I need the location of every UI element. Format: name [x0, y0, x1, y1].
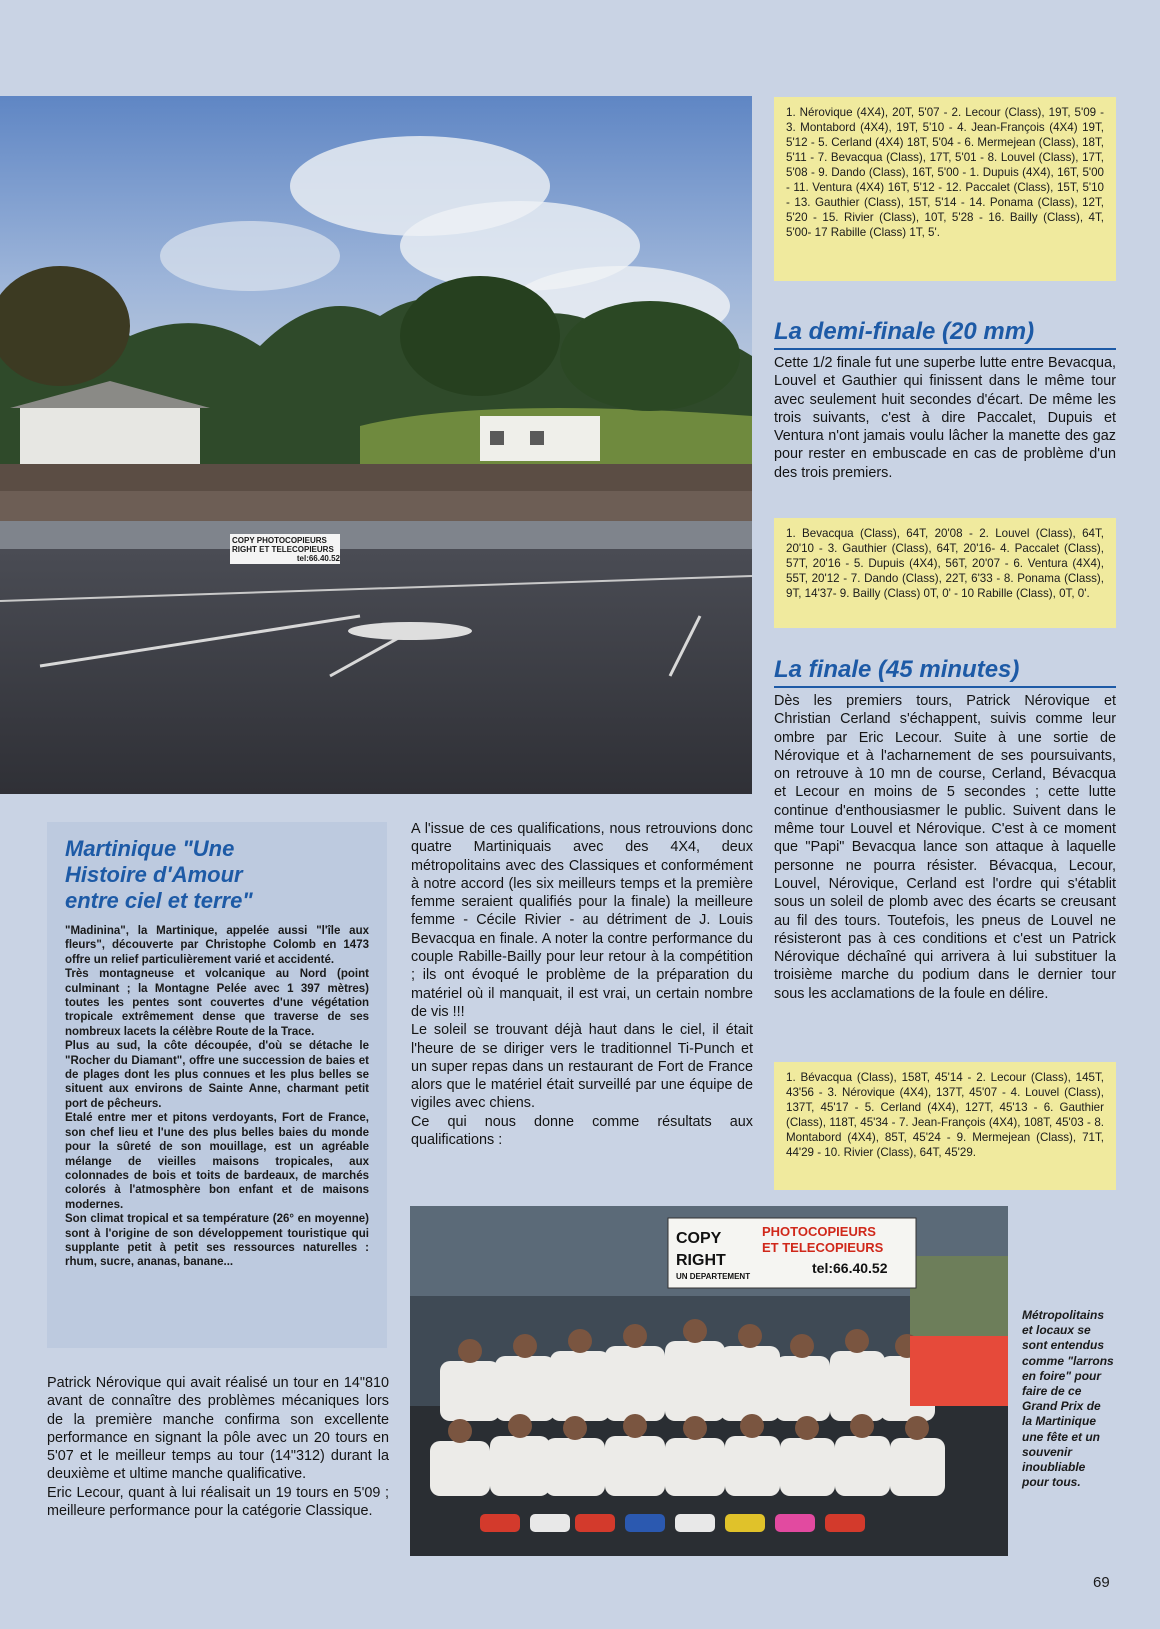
demi-finale-title: La demi-finale (20 mm) [774, 318, 1035, 345]
demi-finale-rule [774, 348, 1116, 350]
middle-column-paragraph: A l'issue de ces qualifications, nous retrouvions donc quatre Martiniquais avec des 4X4, deux métropolitains avec des Classiques et conformément à notre accord (les six meilleurs temps et la première femme seraient qualifiés pour la finale) la meilleure femme - Cécile Rivier - au détriment de J. Louis Bevacqua en finale. A noter la contre performance du couple Rabille-Bailly pour leur retour à la compétition ; ils ont évoqué le problème de la préparation du matériel où il manquait, il est vrai, un certain nombre de vis !!! Le soleil se trouvant déjà haut dans le ciel, il était l'heure de se diriger vers le traditionnel Ti-Punch et un super repas dans un restaurant de Fort de France alors que le matériel était surveillé par une équipe de vigiles avec chiens. Ce qui nous donne comme résultats aux qualifications : [411, 821, 753, 1149]
finale-rule [774, 686, 1116, 688]
group-banner [672, 1220, 914, 1286]
demi-results-text: 1. Bevacqua (Class), 64T, 20'08 - 2. Louvel (Class), 64T, 20'10 - 3. Gauthier (Class), 64T, 20'16- 4. Paccalet (Class), 57T, 20'16 - 5. Dupuis (4X4), 56T, 20'07 - 6. Ventura (4X4), 55T, 20'12 - 7. Dando (Class), 22T, 6'33 - 8. Ponama (Class), 9T, 14'37- 9. Bailly (Class) 0T, 0' - 10 Rabille (Class), 0T, 0'. [786, 527, 1104, 600]
demi-finale-text: Cette 1/2 finale fut une superbe lutte entre Bevacqua, Louvel et Gauthier qui finissent dans le même tour avec seulement huit secondes d'écart. De même les trois suivants, c'est à dire Paccalet, Dupuis et Ventura n'ont jamais voulu lâcher la manette des gaz pour rester en embuscade en cas de problème d'un des trois premiers. [774, 355, 1116, 481]
track-banner-phone: tel:66.40.52 [296, 554, 340, 563]
group-photo [410, 1206, 1008, 1556]
qualif-results-box [774, 97, 1116, 281]
sidebar-text: "Madinina", la Martinique, appelée aussi "l'île aux fleurs", découverte par Christophe Colomb en 1473 offre un relief particulièrement varié et accidenté. Très montagneuse et volcanique au Nord (point culminant ; la Montagne Pelée avec 1 397 mètres) toutes les pentes sont couvertes d'une végétation tropicale extrêmement dense que traverse de ses nombreux lacets la célèbre Route de la Trace. Plus au sud, la côte découpée, d'où se détache le "Rocher du Diamant", offre une succession de baies et de plages dont les plus connues et les plus belles se situent aux environs de Sainte Anne, charmant petit port de pêcheurs. Etalé entre mer et pitons verdoyants, Fort de France, son chef lieu et l'une des plus belles baies du monde pour la sûreté de son mouillage, est un agréable mélange de vieilles maisons tropicales, aux colonnades de bois et toits de bardeaux, de marchés colorés à l'atmosphère bon enfant et de maisons modernes. Son climat tropical et sa température (26° en moyenne) sont à l'origine de son développement touristique qui supplante petit à petit ses ressources naturelles : rhum, sucre, ananas, banane... [65, 925, 369, 1269]
finale-title: La finale (45 minutes) [774, 656, 1020, 683]
group-banner-line2: ET TELECOPIEURS [762, 1240, 884, 1255]
qualif-results-text: 1. Nérovique (4X4), 20T, 5'07 - 2. Lecour (Class), 19T, 5'09 - 3. Montabord (4X4), 19T, 5'10 - 4. Jean-François (4X4) 19T, 5'12 - 5. Cerland (4X4) 18T, 5'04 - 6. Mermejean (Class), 18T, 5'11 - 7. Bevacqua (Class), 17T, 5'01 - 8. Louvel (Class), 17T, 5'08 - 9. Dando (Class), 16T, 5'00 - 1. Dupuis (4X4), 16T, 5'00 - 11. Ventura (4X4) 16T, 5'12 - 12. Paccalet (Class), 15T, 5'10 - 13. Gauthier (Class), 15T, 5'14 - 14. Ponama (Class), 12T, 5'20 - 15. Rivier (Class), 10T, 5'28 - 16. Bailly (Class), 4T, 5'00- 17 Rabille (Class) 1T, 5'. [786, 106, 1104, 239]
demi-results-box [774, 518, 1116, 628]
page-number: 69 [1093, 1574, 1110, 1591]
group-banner-phone: tel:66.40.52 [812, 1260, 888, 1276]
left-column-text [47, 1374, 389, 1520]
track-banner-line2: RIGHT ET TELECOPIEURS [232, 545, 334, 554]
group-banner-line1: PHOTOCOPIEURS [762, 1224, 876, 1239]
sidebar-title-line1: Martinique "Une [65, 836, 235, 861]
sidebar-title-line2: Histoire d'Amour [65, 862, 243, 887]
photo-caption-text: Métropolitains et locaux se sont entendus comme "larrons en foire" pour faire de ce Grand Prix de la Martinique une fête et un souvenir inoubliable pour tous. [1022, 1308, 1114, 1490]
group-banner-copy: COPY [676, 1230, 722, 1247]
finale-results-box [774, 1062, 1116, 1190]
track-photo [0, 96, 752, 794]
middle-column-text [411, 820, 753, 1149]
demi-finale-section [774, 318, 1116, 482]
group-banner-dept: UN DEPARTEMENT [676, 1272, 751, 1281]
sidebar-title [65, 836, 369, 914]
finale-section [774, 656, 1116, 1003]
track-banner [232, 536, 340, 563]
sidebar-title-line3: entre ciel et terre" [65, 888, 253, 913]
track-banner-line1: COPY PHOTOCOPIEURS [232, 536, 327, 545]
track-photo-drawing [0, 96, 752, 794]
finale-text: Dès les premiers tours, Patrick Nérovique et Christian Cerland s'échappent, suivis comme leur ombre par Eric Lecour. Suite à une sortie de Nérovique et à l'acharnement de ses poursuivants, on retrouve à 10 mn de course, Cerland, Bévacqua et Lecour en moins de 5 secondes ; cette lutte continue d'enthousiasmer le public. Suivent dans le même tour Louvel et Nérovique. C'est à ce moment que "Papi" Bevacqua lance son attaque à laquelle personne ne pourra résister. Bévacqua, Lecour, Louvel, Nérovique, Cerland est l'ordre qui s'établit sous un soleil de plomb avec des écarts se creusant au fil des tours. Toutefois, les pneus de Louvel ne résisteront pas à ces conditions et c'est un Patrick Nérovique déchaîné qui arrivera à lui substituer la troisième marche du podium dans le dernier tour sous les acclamations de la foule en délire. [774, 693, 1116, 1002]
photo-caption [1022, 1308, 1114, 1490]
left-column-paragraph: Patrick Nérovique qui avait réalisé un tour en 14"810 avant de connaître des problèmes mécaniques lors de la première manche confirma son excellente performance en signant la pôle avec un 20 tours en 5'07 et le meilleur temps au tour (14"312) durant la deuxième et ultime manche qualificative. Eric Lecour, quant à lui réalisait un 19 tours en 5'09 ; meilleure performance pour la catégorie Classique. [47, 1375, 389, 1520]
finale-results-text: 1. Bévacqua (Class), 158T, 45'14 - 2. Lecour (Class), 145T, 43'56 - 3. Nérovique (4X4), 137T, 45'07 - 4. Louvel (Class), 137T, 45'17 - 5. Cerland (4X4), 127T, 45'13 - 6. Gauthier (Class), 118T, 45'34 - 7. Jean-François (4X4), 108T, 45'03 - 8. Montabord (4X4), 85T, 45'24 - 9. Mermejean (Class), 71T, 44'29 - 10. Rivier (Class), 64T, 45'29. [786, 1071, 1104, 1159]
group-banner-right: RIGHT [676, 1252, 726, 1269]
martinique-sidebar [47, 822, 387, 1348]
